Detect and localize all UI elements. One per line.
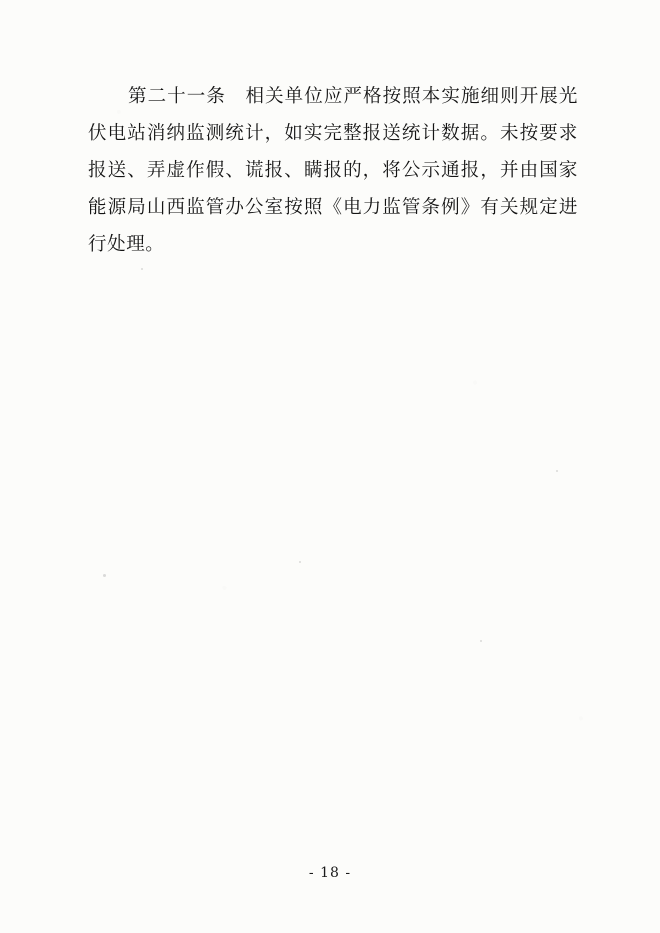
paper-speck [299, 561, 301, 563]
paper-speck [480, 640, 482, 642]
article-paragraph: 第二十一条 相关单位应严格按照本实施细则开展光伏电站消纳监测统计，如实完整报送统计数据。未按要求报送、弄虚作假、谎报、瞒报的，将公示通报，并由国家能源局山西监管办公室按照《电力监管条例》有关规定进行处理。 [88, 86, 578, 255]
document-body [88, 78, 578, 263]
page-footer [0, 862, 660, 881]
paper-speck [556, 470, 558, 472]
page-number: - 18 - [308, 865, 352, 881]
paper-speck [103, 574, 106, 577]
paper-speck [141, 268, 143, 270]
